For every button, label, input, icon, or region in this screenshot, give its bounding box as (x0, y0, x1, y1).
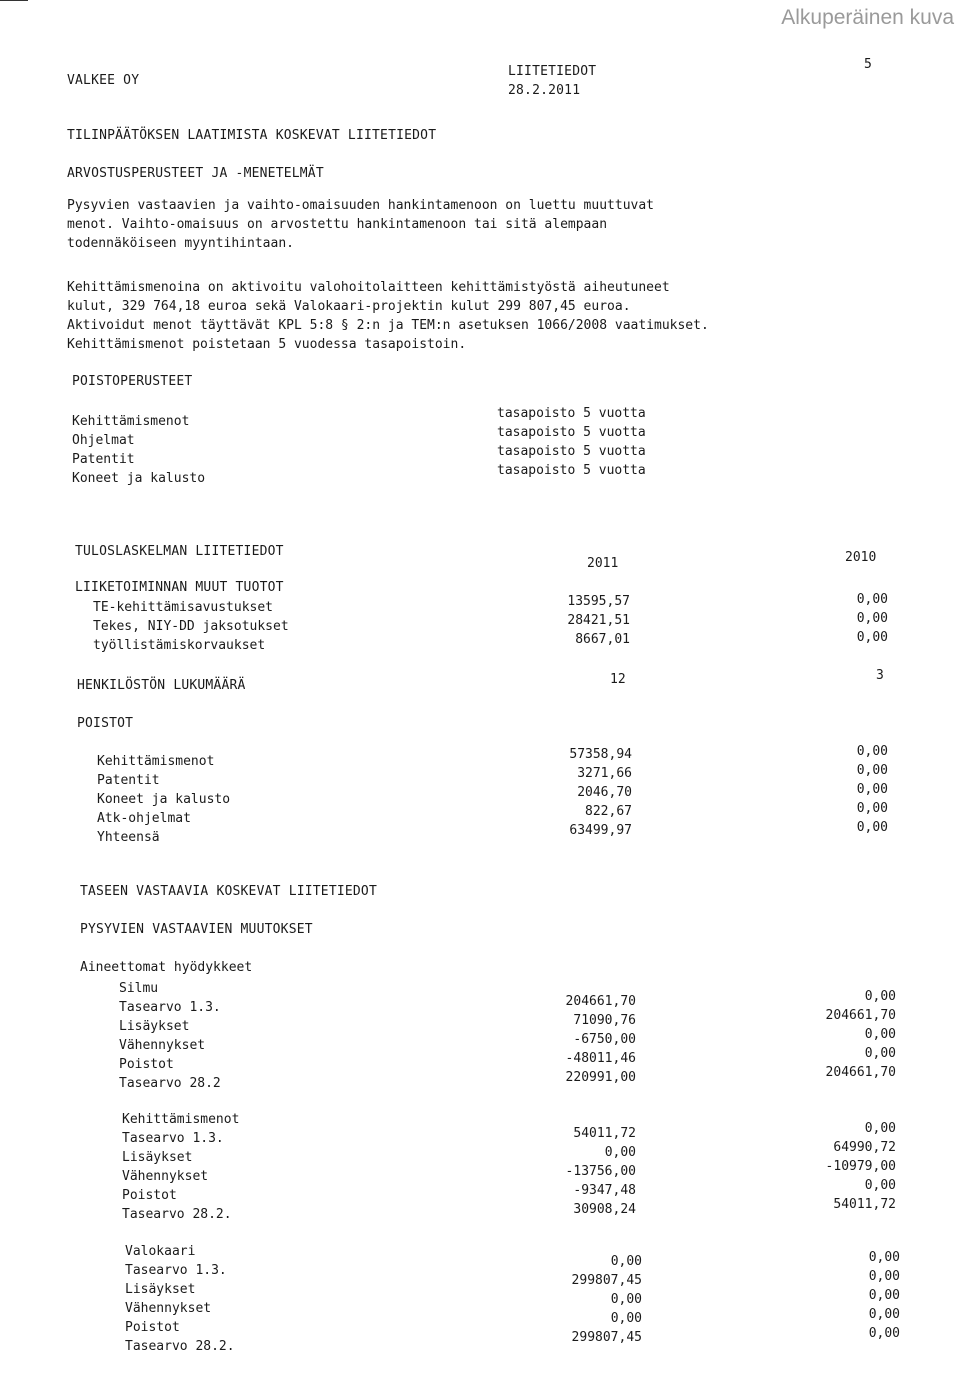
table-cell: 0,00 (864, 1178, 896, 1193)
depreciation-basis-title: POISTOPERUSTEET (72, 374, 193, 389)
table-cell: 0,00 (864, 1121, 896, 1136)
paragraph-line: Kehittämismenoina on aktivoitu valohoitolaitteen kehittämistyöstä aiheutuneet (67, 280, 670, 295)
table-cell: 0,00 (856, 801, 888, 816)
table-cell: -10979,00 (825, 1159, 896, 1174)
table-cell: 8667,01 (575, 632, 630, 647)
block-silmu-labels (119, 979, 221, 1093)
paragraph-line: menot. Vaihto-omaisuus on arvostettu hankintamenoon tai sitä alempaan (67, 217, 608, 232)
table-cell: 299807,45 (571, 1330, 642, 1345)
table-cell: 204661,70 (825, 1065, 896, 1080)
table-cell: 0,00 (868, 1288, 900, 1303)
paragraph-line: Pysyvien vastaavien ja vaihto-omaisuuden hankintamenoon on luettu muuttuvat (67, 198, 654, 213)
doc-date: 28.2.2011 (508, 83, 581, 98)
staff-count-label: HENKILÖSTÖN LUKUMÄÄRÄ (77, 678, 246, 693)
table-cell: 28421,51 (567, 613, 630, 628)
list-item: Koneet ja kalusto (72, 471, 206, 486)
list-item: tasapoisto 5 vuotta (497, 425, 646, 440)
depreciation-title: POISTOT (77, 716, 134, 731)
depreciation-2011 (530, 745, 632, 840)
valuation-paragraph-2 (67, 278, 709, 354)
paragraph-line: todennäköiseen myyntihintaan. (67, 236, 294, 251)
table-cell: 0,00 (856, 763, 888, 778)
table-row-label: Koneet ja kalusto (97, 792, 231, 807)
block-valokaari-2011 (520, 1252, 642, 1347)
table-cell: 54011,72 (573, 1126, 636, 1141)
intangible-assets-title: Aineettomat hyödykkeet (80, 960, 253, 975)
table-row-label: Lisäykset (122, 1150, 193, 1165)
table-row-label: Kehittämismenot (97, 754, 215, 769)
paragraph-line: Aktivoidut menot täyttävät KPL 5:8 § 2:n ja TEM:n asetuksen 1066/2008 vaatimukset. (67, 318, 709, 333)
original-image-badge: Alkuperäinen kuva (781, 6, 954, 29)
table-cell: 54011,72 (833, 1197, 896, 1212)
paragraph-line: Kehittämismenot poistetaan 5 vuodessa tasapoistoin. (67, 337, 467, 352)
table-cell: 2046,70 (577, 785, 632, 800)
table-cell: 0,00 (856, 744, 888, 759)
column-header-2010: 2010 (845, 550, 877, 565)
block-development-2010 (780, 1119, 896, 1214)
other-income-labels (93, 598, 289, 655)
table-row-label: Tasearvo 1.3. (122, 1131, 224, 1146)
table-row-label: Lisäykset (119, 1019, 190, 1034)
table-row-label: Tasearvo 1.3. (125, 1263, 227, 1278)
table-cell: 71090,76 (573, 1013, 636, 1028)
staff-count-2011: 12 (610, 672, 626, 687)
block-title: Kehittämismenot (122, 1112, 240, 1127)
table-row-label: Poistot (119, 1057, 174, 1072)
balance-title: TASEEN VASTAAVIA KOSKEVAT LIITETIEDOT (80, 884, 377, 899)
table-row-label: Tasearvo 1.3. (119, 1000, 221, 1015)
staff-count-2010: 3 (876, 668, 884, 683)
table-cell: 0,00 (868, 1250, 900, 1265)
table-cell: 0,00 (856, 611, 888, 626)
list-item: tasapoisto 5 vuotta (497, 406, 646, 421)
table-row-label: Poistot (122, 1188, 177, 1203)
table-cell: 0,00 (868, 1326, 900, 1341)
table-row-label: Tasearvo 28.2 (119, 1076, 221, 1091)
table-cell: 63499,97 (569, 823, 632, 838)
other-income-2011 (530, 592, 630, 649)
depreciation-basis-methods (497, 404, 646, 480)
depreciation-labels (97, 752, 230, 847)
list-item: Kehittämismenot (72, 414, 190, 429)
table-row-label: Lisäykset (125, 1282, 196, 1297)
table-row-label: Tasearvo 28.2. (125, 1339, 235, 1354)
table-cell: 0,00 (610, 1292, 642, 1307)
company-name: VALKEE OY (67, 73, 140, 88)
table-cell: 0,00 (604, 1145, 636, 1160)
income-statement-title: TULOSLASKELMAN LIITETIEDOT (75, 544, 284, 559)
block-valokaari-2010 (790, 1248, 900, 1343)
list-item: Patentit (72, 452, 135, 467)
depreciation-basis-items (72, 412, 205, 488)
depreciation-2010 (800, 742, 888, 837)
table-row-label: Yhteensä (97, 830, 160, 845)
corner-mark (0, 0, 28, 1)
table-cell: 13595,57 (567, 594, 630, 609)
table-cell: 0,00 (856, 820, 888, 835)
block-silmu-2010 (780, 987, 896, 1082)
doc-title: LIITETIEDOT (508, 64, 597, 79)
table-cell: 0,00 (868, 1269, 900, 1284)
table-row-label: Patentit (97, 773, 160, 788)
table-cell: 0,00 (856, 630, 888, 645)
list-item: tasapoisto 5 vuotta (497, 444, 646, 459)
table-row-label: TE-kehittämisavustukset (93, 600, 274, 615)
page-number: 5 (864, 57, 873, 72)
table-row-label: Vähennykset (119, 1038, 206, 1053)
table-cell: -6750,00 (573, 1032, 636, 1047)
table-cell: -9347,48 (573, 1183, 636, 1198)
table-cell: 0,00 (864, 989, 896, 1004)
main-title: TILINPÄÄTÖKSEN LAATIMISTA KOSKEVAT LIITETIEDOT (67, 128, 437, 143)
table-cell: 0,00 (610, 1311, 642, 1326)
list-item: Ohjelmat (72, 433, 135, 448)
other-income-2010 (800, 590, 888, 647)
table-row-label: Vähennykset (125, 1301, 212, 1316)
paragraph-line: kulut, 329 764,18 euroa sekä Valokaari-projektin kulut 299 807,45 euroa. (67, 299, 631, 314)
table-cell: 220991,00 (565, 1070, 636, 1085)
valuation-paragraph-1 (67, 196, 654, 253)
table-cell: 0,00 (610, 1254, 642, 1269)
table-cell: 0,00 (856, 782, 888, 797)
other-income-title: LIIKETOIMINNAN MUUT TUOTOT (75, 580, 284, 595)
block-development-2011 (520, 1124, 636, 1219)
table-cell: 30908,24 (573, 1202, 636, 1217)
table-row-label: Tasearvo 28.2. (122, 1207, 232, 1222)
table-cell: 204661,70 (825, 1008, 896, 1023)
block-valokaari-labels (125, 1242, 235, 1356)
table-row-label: työllistämiskorvaukset (93, 638, 266, 653)
valuation-title: ARVOSTUSPERUSTEET JA -MENETELMÄT (67, 166, 324, 181)
block-silmu-2011 (520, 992, 636, 1087)
block-development-labels (122, 1110, 239, 1224)
table-cell: 3271,66 (577, 766, 632, 781)
table-cell: 0,00 (856, 592, 888, 607)
block-title: Silmu (119, 981, 159, 996)
table-cell: -13756,00 (565, 1164, 636, 1179)
table-cell: 64990,72 (833, 1140, 896, 1155)
balance-subtitle: PYSYVIEN VASTAAVIEN MUUTOKSET (80, 922, 313, 937)
table-cell: 0,00 (864, 1046, 896, 1061)
table-row-label: Poistot (125, 1320, 180, 1335)
table-row-label: Vähennykset (122, 1169, 209, 1184)
table-cell: 0,00 (868, 1307, 900, 1322)
table-cell: 299807,45 (571, 1273, 642, 1288)
table-cell: -48011,46 (565, 1051, 636, 1066)
block-title: Valokaari (125, 1244, 196, 1259)
column-header-2011: 2011 (587, 556, 619, 571)
table-cell: 57358,94 (569, 747, 632, 762)
list-item: tasapoisto 5 vuotta (497, 463, 646, 478)
table-row-label: Atk-ohjelmat (97, 811, 191, 826)
table-cell: 204661,70 (565, 994, 636, 1009)
table-cell: 822,67 (585, 804, 632, 819)
table-row-label: Tekes, NIY-DD jaksotukset (93, 619, 289, 634)
table-cell: 0,00 (864, 1027, 896, 1042)
